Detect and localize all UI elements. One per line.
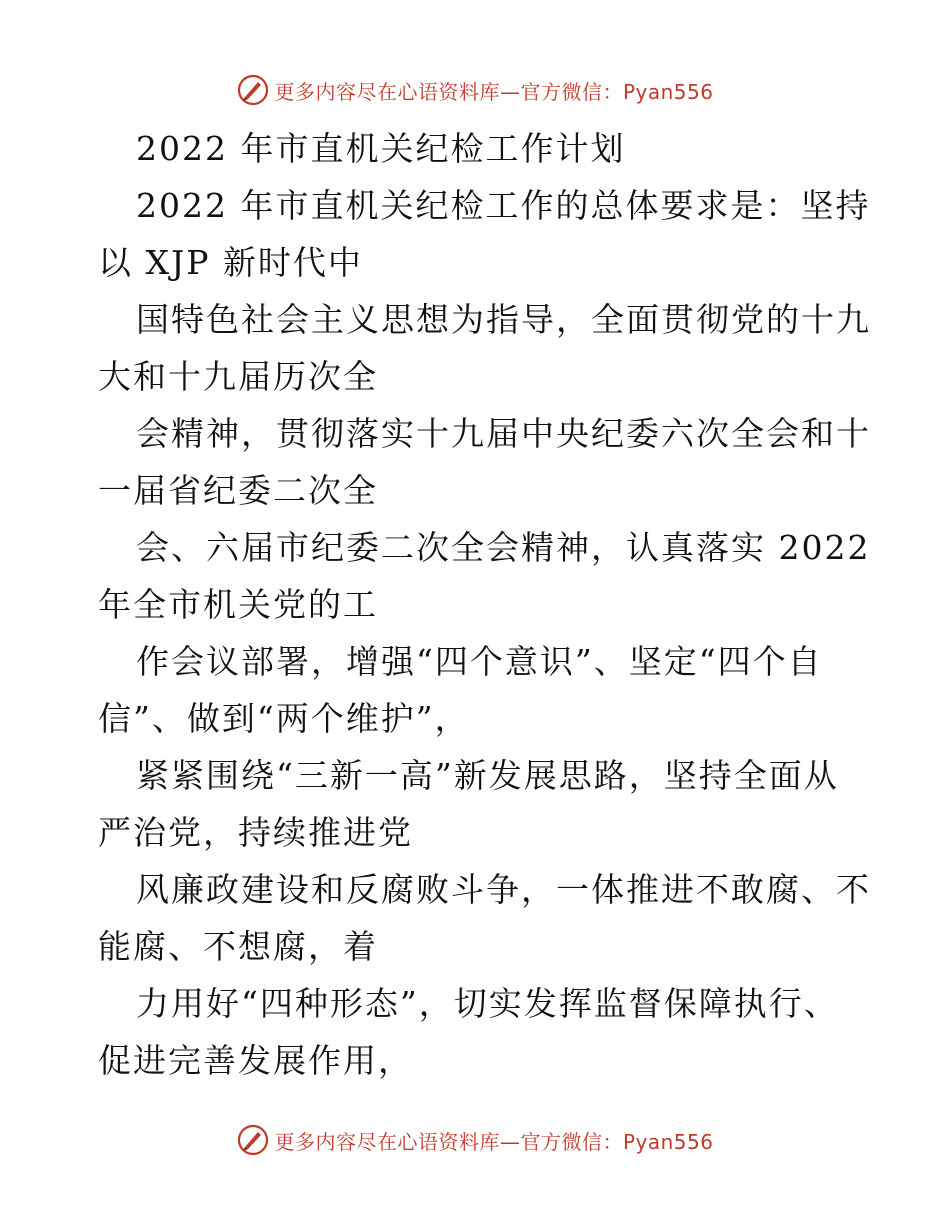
paragraph-line xyxy=(98,633,858,747)
paragraph-line xyxy=(98,747,858,861)
line-rest: 以 XJP 新时代中 xyxy=(98,243,363,282)
pen-logo-icon xyxy=(236,73,270,107)
paragraph-line xyxy=(98,975,858,1089)
line-rest: 年全市机关党的工 xyxy=(98,585,378,624)
line-first: 风廉政建设和反腐败斗争，一体推进不敢腐、不 xyxy=(136,870,871,909)
line-rest: 大和十九届历次全 xyxy=(98,357,378,396)
line-first: 国特色社会主义思想为指导，全面贯彻党的十九 xyxy=(136,300,871,339)
watermark-text: 更多内容尽在心语资料库—官方微信：Pyan556 xyxy=(274,79,714,104)
line-rest: 能腐、不想腐，着 xyxy=(98,927,378,966)
paragraph-line xyxy=(98,291,871,405)
paragraph-line xyxy=(98,519,871,633)
watermark-text: 更多内容尽在心语资料库—官方微信：Pyan556 xyxy=(274,1129,714,1154)
line-first: 紧紧围绕“三新一高”新发展思路，坚持全面从 xyxy=(136,756,839,795)
line-rest: 一届省纪委二次全 xyxy=(98,471,378,510)
paragraph-line xyxy=(98,861,871,975)
paragraph-line xyxy=(98,177,871,291)
document-body xyxy=(98,120,871,1089)
footer-watermark xyxy=(0,1120,950,1160)
line-first: 力用好“四种形态”，切实发挥监督保障执行、 xyxy=(136,984,839,1023)
document-title: 2022 年市直机关纪检工作计划 xyxy=(136,129,626,168)
line-rest: 严治党，持续推进党 xyxy=(98,813,413,852)
line-rest: 促进完善发展作用， xyxy=(98,1041,413,1080)
line-first: 会、六届市纪委二次全会精神，认真落实 2022 xyxy=(136,528,871,567)
header-watermark xyxy=(0,70,950,110)
line-first: 作会议部署，增强“四个意识”、坚定“四个自 xyxy=(136,642,823,681)
paragraph-line xyxy=(98,405,871,519)
pen-logo-icon xyxy=(236,1123,270,1157)
line-first: 会精神，贯彻落实十九届中央纪委六次全会和十 xyxy=(136,414,871,453)
line-first: 2022 年市直机关纪检工作的总体要求是：坚持 xyxy=(136,186,871,225)
line-rest: 信”、做到“两个维护”， xyxy=(98,699,470,738)
